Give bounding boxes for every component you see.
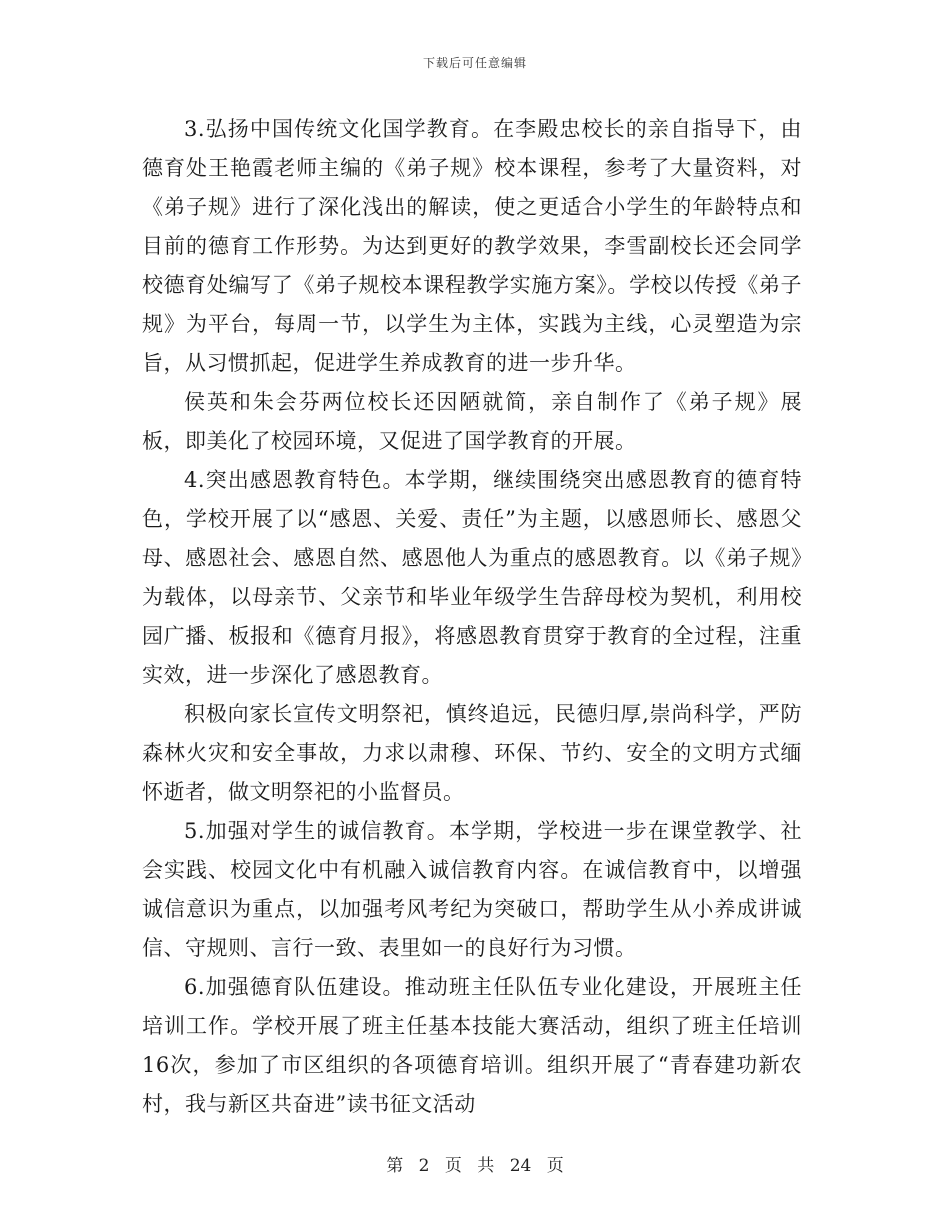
document-body	[142, 110, 802, 1124]
header-note: 下载后可任意编辑	[422, 56, 527, 70]
paragraph-dizigui-board: 侯英和朱会芬两位校长还因陋就简，亲自制作了《弟子规》展板，即美化了校园环境，又促进了国学教育的开展。	[142, 390, 802, 453]
paragraph-civilized-worship: 积极向家长宣传文明祭祀，慎终追远，民德归厚,崇尚科学，严防森林火灾和安全事故，力求以肃穆、环保、节约、安全的文明方式缅怀逝者，做文明祭祀的小监督员。	[142, 702, 802, 804]
paragraph-guoxue-education: 3.弘扬中国传统文化国学教育。在李殿忠校长的亲自指导下，由德育处王艳霞老师主编的《弟子规》校本课程，参考了大量资料，对《弟子规》进行了深化浅出的解读，使之更适合小学生的年龄特点和目前的德育工作形势。为达到更好的教学效果，李雪副校长还会同学校德育处编写了《弟子规校本课程教学实施方案》。学校以传授《弟子规》为平台，每周一节，以学生为主体，实践为主线，心灵塑造为宗旨，从习惯抓起，促进学生养成教育的进一步升华。	[142, 117, 802, 375]
paragraph-team-building: 6.加强德育队伍建设。推动班主任队伍专业化建设，开展班主任培训工作。学校开展了班主任基本技能大赛活动，组织了班主任培训16次，参加了市区组织的各项德育培训。组织开展了“青春建功新农村，我与新区共奋进”读书征文活动	[142, 975, 802, 1116]
page-number: 第 2 页 共 24 页	[386, 1156, 564, 1176]
paragraph-gratitude-education: 4.突出感恩教育特色。本学期，继续围绕突出感恩教育的德育特色，学校开展了以“感恩、关爱、责任”为主题，以感恩师长、感恩父母、感恩社会、感恩自然、感恩他人为重点的感恩教育。以《弟子规》为载体，以母亲节、父亲节和毕业年级学生告辞母校为契机，利用校园广播、板报和《德育月报》，将感恩教育贯穿于教育的全过程，注重实效，进一步深化了感恩教育。	[142, 468, 802, 687]
paragraph-integrity-education: 5.加强对学生的诚信教育。本学期，学校进一步在课堂教学、社会实践、校园文化中有机融入诚信教育内容。在诚信教育中，以增强诚信意识为重点，以加强考风考纪为突破口，帮助学生从小养成讲诚信、守规则、言行一致、表里如一的良好行为习惯。	[142, 819, 802, 960]
